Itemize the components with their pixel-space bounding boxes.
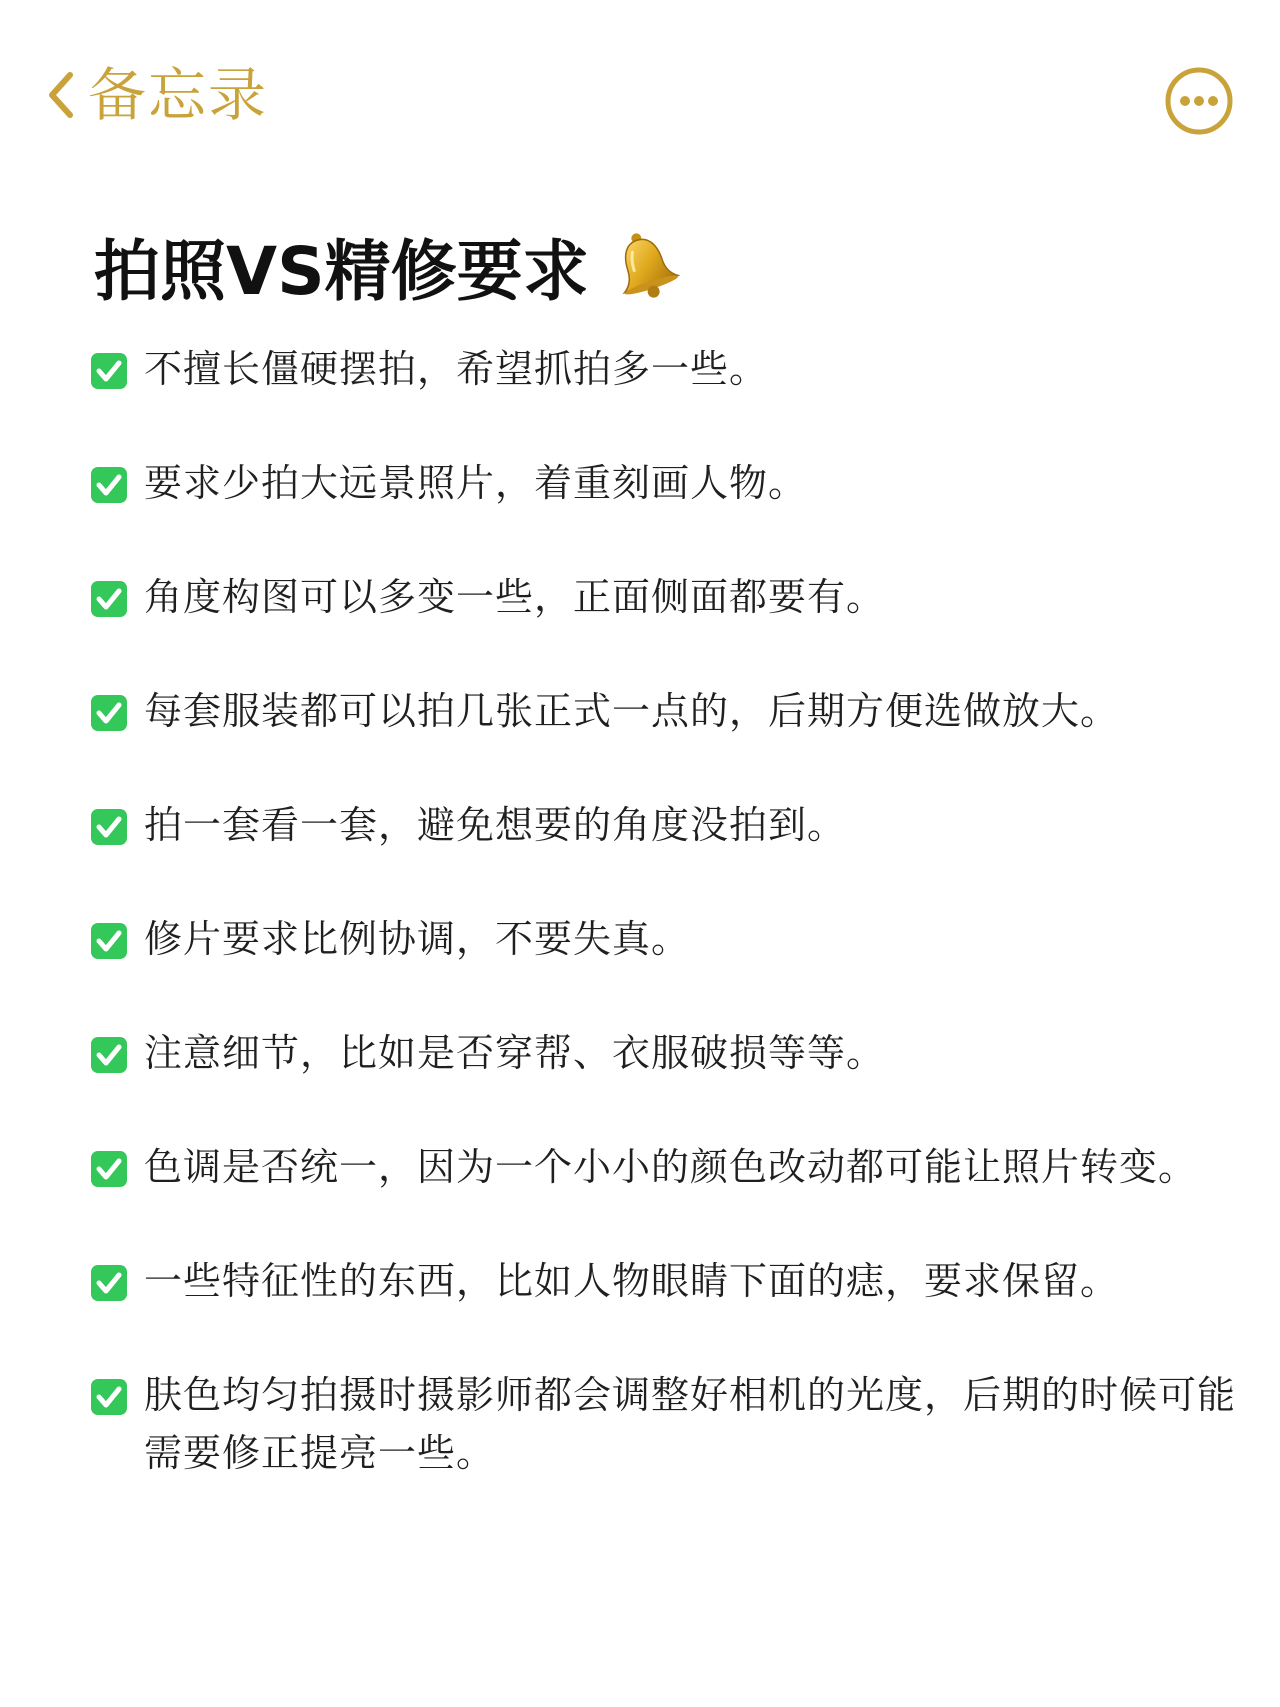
check-box-icon: [90, 922, 128, 960]
checklist-item: [90, 796, 1260, 910]
check-box-icon: [90, 1378, 128, 1416]
checklist: [90, 340, 1260, 1482]
checklist-item: [90, 568, 1260, 682]
check-box-icon: [90, 1264, 128, 1302]
bell-icon: [609, 227, 681, 303]
checklist-item: [90, 1024, 1260, 1138]
checklist-item-text: 注意细节，比如是否穿帮、衣服破损等等。: [144, 1031, 886, 1075]
checklist-item: [90, 910, 1260, 1024]
note-title: [94, 215, 681, 315]
checklist-item-text: 拍一套看一套，避免想要的角度没拍到。: [144, 803, 847, 847]
checklist-item-text: 一些特征性的东西，比如人物眼睛下面的痣，要求保留。: [144, 1259, 1120, 1303]
checklist-item-text: 角度构图可以多变一些，正面侧面都要有。: [144, 575, 886, 619]
check-box-icon: [90, 1036, 128, 1074]
check-box-icon: [90, 580, 128, 618]
checklist-item: [90, 454, 1260, 568]
back-label: 备忘录: [88, 61, 269, 129]
checklist-item: [90, 1252, 1260, 1366]
check-box-icon: [90, 808, 128, 846]
checklist-item-text: 修片要求比例协调，不要失真。: [144, 917, 691, 961]
note-title-text: 拍照VS精修要求: [94, 232, 589, 310]
checklist-item: [90, 1366, 1260, 1482]
checklist-item: [90, 1138, 1260, 1252]
checklist-item-text: 每套服装都可以拍几张正式一点的，后期方便选做放大。: [144, 689, 1120, 733]
back-button[interactable]: [44, 60, 268, 130]
checklist-item-text: 要求少拍大远景照片，着重刻画人物。: [144, 461, 808, 505]
check-box-icon: [90, 1150, 128, 1188]
check-box-icon: [90, 694, 128, 732]
ellipsis-circle-icon[interactable]: [1163, 65, 1235, 137]
checklist-item-text: 不擅长僵硬摆拍，希望抓拍多一些。: [144, 347, 769, 391]
check-box-icon: [90, 466, 128, 504]
checklist-item-text: 肤色均匀拍摄时摄影师都会调整好相机的光度，后期的时候可能需要修正提亮一些。: [144, 1373, 1237, 1475]
check-box-icon: [90, 352, 128, 390]
checklist-item: [90, 682, 1260, 796]
checklist-item: [90, 340, 1260, 454]
chevron-left-icon: [44, 69, 78, 121]
navigation-bar: [0, 0, 1280, 200]
checklist-item-text: 色调是否统一，因为一个小小的颜色改动都可能让照片转变。: [144, 1145, 1198, 1189]
